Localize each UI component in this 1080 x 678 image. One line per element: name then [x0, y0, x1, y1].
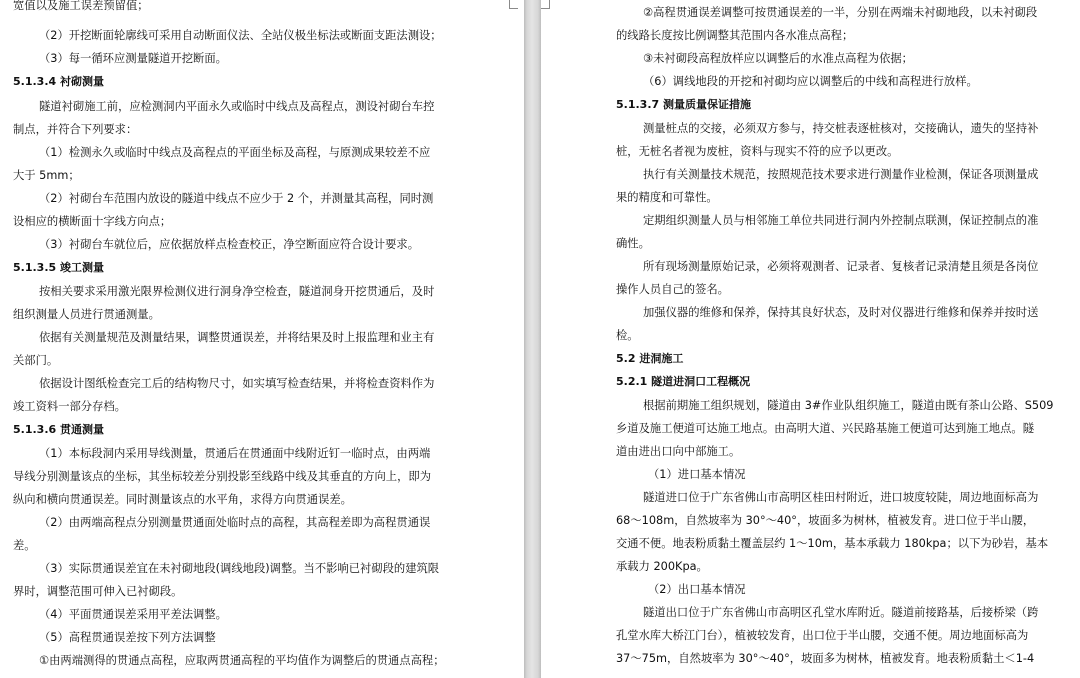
text-line: 设相应的横断面十字线方向点； [13, 215, 172, 228]
page-corner-mark [541, 0, 550, 9]
text-line: （1）检测永久或临时中线点及高程点的平面坐标及高程，与原测成果较差不应 [39, 146, 431, 159]
text-line: 导线分别测量该点的坐标，其坐标较差分别投影至线路中线及其垂直的方向上，即为 [13, 470, 431, 483]
text-line: 竣工资料一部分存档。 [13, 400, 126, 413]
text-line: （3）每一循环应测量隧道开挖断面。 [39, 52, 227, 65]
text-line: （2）出口基本情况 [648, 583, 746, 596]
text-line: 根据前期施工组织规划，隧道由 3#作业队组织施工，隧道由既有茶山公路、S509 [643, 399, 1054, 412]
text-line: 界时，调整范围可伸入已衬砌段。 [13, 585, 183, 598]
text-line: （4）平面贯通误差采用平差法调整。 [39, 608, 227, 621]
document-page-left [0, 0, 524, 678]
section-heading: 5.1.3.5 竣工测量 [13, 261, 104, 274]
text-line: （1）本标段洞内采用导线测量，贯通后在贯通面中线附近钉一临时点，由两端 [39, 447, 431, 460]
text-line: 检。 [616, 329, 639, 342]
text-line: 的线路长度按比例调整其范围内各水准点高程； [616, 29, 854, 42]
text-line: 68～108m，自然坡率为 30°～40°，坡面多为树林，植被发育。进口位于半山腰， [616, 514, 1035, 527]
text-line: （6）调线地段的开挖和衬砌均应以调整后的中线和高程进行放样。 [643, 75, 978, 88]
section-heading: 5.2.1 隧道进洞口工程概况 [616, 375, 751, 388]
text-line: （2）由两端高程点分别测量贯通面处临时点的高程，其高程差即为高程贯通误 [39, 516, 431, 529]
page-gutter [524, 0, 541, 678]
section-heading: 5.1.3.7 测量质量保证措施 [616, 98, 751, 111]
text-line: 道由进出口向中部施工。 [616, 445, 741, 458]
text-line: 大于 5mm； [13, 169, 80, 182]
text-line: 依据设计图纸检查完工后的结构物尺寸，如实填写检查结果，并将检查资料作为 [39, 377, 435, 390]
text-line: 隧道出口位于广东省佛山市高明区孔堂水库附近。隧道前接路基，后接桥梁（跨 [643, 606, 1039, 619]
text-line: （1）进口基本情况 [648, 468, 746, 481]
document-page-right [541, 0, 1080, 678]
text-line: 纵向和横向贯通误差。同时测量该点的水平角，求得方向贯通误差。 [13, 493, 352, 506]
text-line: 果的精度和可靠性。 [616, 191, 718, 204]
text-line: 桩，无桩名者视为废桩，资料与现实不符的应予以更改。 [616, 145, 899, 158]
text-line: 执行有关测量技术规范，按照规范技术要求进行测量作业检测，保证各项测量成 [643, 168, 1039, 181]
text-line: （2）开挖断面轮廓线可采用自动断面仪法、全站仪极坐标法或断面支距法测设； [39, 29, 442, 42]
text-line: 所有现场测量原始记录，必须将观测者、记录者、复核者记录清楚且须是各岗位 [643, 260, 1039, 273]
text-line: ③未衬砌段高程放样应以调整后的水准点高程为依据； [643, 52, 913, 65]
section-heading: 5.2 进洞施工 [616, 352, 684, 365]
text-line: 关部门。 [13, 354, 59, 367]
text-line: 宽值以及施工误差预留值； [13, 0, 149, 12]
text-line: （3）实际贯通误差宜在未衬砌地段(调线地段)调整。当不影响已衬砌段的建筑限 [39, 562, 440, 575]
page-corner-mark [509, 0, 518, 9]
text-line: 定期组织测量人员与相邻施工单位共同进行洞内外控制点联测，保证控制点的准 [643, 214, 1039, 227]
text-line: 测量桩点的交接，必须双方参与，持交桩表逐桩核对，交接确认，遗失的坚持补 [643, 122, 1039, 135]
text-line: （5）高程贯通误差按下列方法调整 [39, 631, 216, 644]
text-line: ①由两端测得的贯通点高程，应取两贯通高程的平均值作为调整后的贯通点高程； [39, 654, 445, 667]
section-heading: 5.1.3.4 衬砌测量 [13, 75, 104, 88]
text-line: 交通不便。地表粉质黏土覆盖层约 1～10m，基本承载力 180kpa；以下为砂岩，基本 [616, 537, 1049, 550]
text-line: 加强仪器的维修和保养，保持其良好状态，及时对仪器进行维修和保养并按时送 [643, 306, 1039, 319]
text-line: 差。 [13, 539, 36, 552]
text-line: 乡道及施工便道可达施工地点。由高明大道、兴民路基施工便道可达到施工地点。隧 [616, 422, 1034, 435]
section-heading: 5.1.3.6 贯通测量 [13, 423, 104, 436]
text-line: 隧道进口位于广东省佛山市高明区桂田村附近，进口坡度较陡，周边地面标高为 [643, 491, 1039, 504]
text-line: （3）衬砌台车就位后，应依据放样点检查校正，净空断面应符合设计要求。 [39, 238, 419, 251]
text-line: 37～75m，自然坡率为 30°～40°，坡面多为树林，植被发育。地表粉质黏土＜1-4 [616, 652, 1035, 665]
text-line: 隧道衬砌施工前，应检测洞内平面永久或临时中线点及高程点，测设衬砌台车控 [39, 100, 435, 113]
text-line: 操作人员自己的签名。 [616, 283, 729, 296]
text-line: （2）衬砌台车范围内放设的隧道中线点不应少于 2 个，并测量其高程，同时测 [39, 192, 434, 205]
text-line: 制点，并符合下列要求： [13, 123, 138, 136]
text-line: 按相关要求采用激光限界检测仪进行洞身净空检查，隧道洞身开挖贯通后，及时 [39, 285, 435, 298]
text-line: 依据有关测量规范及测量结果，调整贯通误差，并将结果及时上报监理和业主有 [39, 331, 435, 344]
text-line: ②高程贯通误差调整可按贯通误差的一半，分别在两端未衬砌地段，以未衬砌段 [643, 6, 1038, 19]
text-line: 组织测量人员进行贯通测量。 [13, 308, 160, 321]
text-line: 承载力 200Kpa。 [616, 560, 708, 573]
text-line: 确性。 [616, 237, 650, 250]
text-line: 孔堂水库大桥江门台），植被较发育，出口位于半山腰，交通不便。周边地面标高为 [616, 629, 1029, 642]
